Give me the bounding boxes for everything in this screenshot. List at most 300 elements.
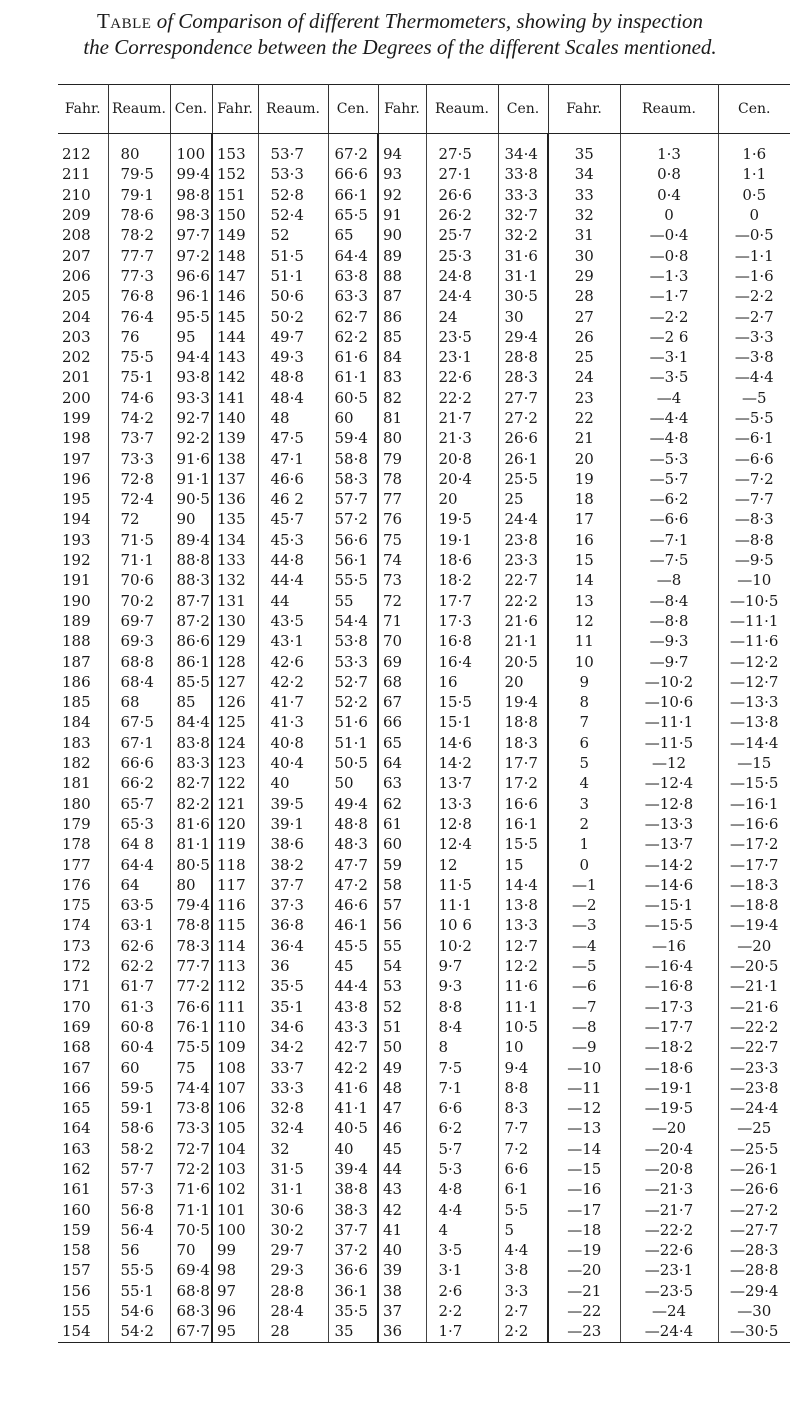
- table-cell: 143: [212, 347, 258, 367]
- table-cell: —21·7: [620, 1199, 718, 1219]
- table-row: [58, 794, 790, 814]
- table-row: [58, 225, 790, 245]
- table-cell: 137: [212, 469, 258, 489]
- table-cell: 16·4: [426, 651, 498, 671]
- table-cell: —20·8: [620, 1159, 718, 1179]
- table-cell: 167: [58, 1057, 108, 1077]
- table-cell: —10·2: [620, 672, 718, 692]
- table-cell: 82: [378, 388, 426, 408]
- table-row: [58, 1057, 790, 1077]
- table-cell: —25·5: [730, 1139, 779, 1158]
- table-cell: 70·6: [108, 570, 170, 590]
- table-cell: —22·6: [620, 1240, 718, 1260]
- table-cell: —7·2: [734, 469, 774, 488]
- table-cell: 79: [378, 448, 426, 468]
- table-cell: 49·4: [328, 794, 378, 814]
- table-row: [58, 205, 790, 225]
- table-cell: 150: [212, 205, 258, 225]
- table-cell: 2: [548, 814, 620, 834]
- table-cell: 64: [378, 753, 426, 773]
- table-cell: 14·6: [426, 733, 498, 753]
- table-cell: 156: [58, 1281, 108, 1301]
- table-cell: —6·1: [734, 429, 774, 448]
- table-cell: 31·1: [498, 266, 548, 286]
- table-cell: 87·2: [170, 611, 212, 631]
- table-cell: 4: [548, 773, 620, 793]
- table-cell: —13·3: [620, 814, 718, 834]
- table-cell: —17: [548, 1199, 620, 1219]
- table-cell: 86·6: [170, 631, 212, 651]
- table-cell: 87·7: [170, 591, 212, 611]
- table-cell: 28·8: [258, 1281, 328, 1301]
- table-cell: 163: [58, 1139, 108, 1159]
- table-cell: 77·7: [108, 245, 170, 265]
- table-cell: 25: [498, 489, 548, 509]
- table-cell: 74·2: [108, 408, 170, 428]
- table-cell: 67·1: [108, 733, 170, 753]
- table-cell: 40: [378, 1240, 426, 1260]
- table-cell: —3·5: [620, 367, 718, 387]
- table-cell: 188: [58, 631, 108, 651]
- table-cell: 60: [378, 834, 426, 854]
- table-cell: 1: [548, 834, 620, 854]
- table-cell: —11·6: [730, 632, 779, 651]
- table-cell: 104: [212, 1139, 258, 1159]
- table-cell: 21·1: [498, 631, 548, 651]
- table-cell: 194: [58, 509, 108, 529]
- table-cell: 74·4: [170, 1078, 212, 1098]
- table-cell: 90: [378, 225, 426, 245]
- table-cell: —13: [548, 1118, 620, 1138]
- table-cell: 55·5: [108, 1260, 170, 1280]
- table-cell: 18·2: [426, 570, 498, 590]
- table-cell: 76·4: [108, 306, 170, 326]
- table-cell: 29·7: [258, 1240, 328, 1260]
- table-cell: 19: [548, 469, 620, 489]
- table-cell: 33·7: [258, 1057, 328, 1077]
- table-cell: 198: [58, 428, 108, 448]
- header-cell: Fahr.: [212, 85, 258, 134]
- table-cell: 134: [212, 530, 258, 550]
- table-cell: 6·1: [498, 1179, 548, 1199]
- table-cell: 24: [548, 367, 620, 387]
- table-cell: —21·6: [730, 997, 779, 1016]
- table-cell: 59·5: [108, 1078, 170, 1098]
- table-cell: 146: [212, 286, 258, 306]
- table-cell: 34: [548, 164, 620, 184]
- table-cell: 119: [212, 834, 258, 854]
- table-cell: 27·7: [498, 388, 548, 408]
- table-cell: 72·8: [108, 469, 170, 489]
- table-cell: 148: [212, 245, 258, 265]
- table-cell: 18·6: [426, 550, 498, 570]
- table-cell: —28·3: [730, 1241, 779, 1260]
- table-cell: 100: [212, 1220, 258, 1240]
- table-row: [58, 1260, 790, 1280]
- table-cell: —21: [548, 1281, 620, 1301]
- table-row: [58, 854, 790, 874]
- title-text-1: of Comparison of different Thermometers, showing by inspection: [151, 9, 704, 33]
- table-cell: 92·7: [170, 408, 212, 428]
- table-cell: 63·1: [108, 915, 170, 935]
- table-cell: 91·6: [170, 448, 212, 468]
- table-cell: 55·1: [108, 1281, 170, 1301]
- table-cell: 168: [58, 1037, 108, 1057]
- table-cell: —24·4: [730, 1099, 779, 1118]
- table-cell: 79·1: [108, 185, 170, 205]
- table-cell: 76·8: [108, 286, 170, 306]
- table-cell: 5·3: [426, 1159, 498, 1179]
- table-cell: 37·3: [258, 895, 328, 915]
- header-cell: Cen.: [718, 85, 790, 134]
- table-cell: —17·2: [730, 835, 779, 854]
- table-cell: —13·8: [730, 713, 779, 732]
- table-cell: 32: [258, 1139, 328, 1159]
- table-cell: 36·6: [328, 1260, 378, 1280]
- table-cell: 61·3: [108, 996, 170, 1016]
- table-cell: 61·6: [328, 347, 378, 367]
- table-cell: 84: [378, 347, 426, 367]
- table-cell: 59·4: [328, 428, 378, 448]
- table-cell: 41·6: [328, 1078, 378, 1098]
- table-cell: 161: [58, 1179, 108, 1199]
- table-cell: 114: [212, 936, 258, 956]
- table-cell: 87: [378, 286, 426, 306]
- table-cell: 212: [58, 134, 108, 165]
- table-cell: 86·1: [170, 651, 212, 671]
- table-row: [58, 185, 790, 205]
- table-cell: 76·6: [170, 996, 212, 1016]
- table-cell: 6·6: [426, 1098, 498, 1118]
- table-cell: —8·8: [734, 530, 774, 549]
- table-cell: 105: [212, 1118, 258, 1138]
- table-cell: 15·1: [426, 712, 498, 732]
- table-cell: 38·8: [328, 1179, 378, 1199]
- table-cell: 54·4: [328, 611, 378, 631]
- table-cell: 61·1: [328, 367, 378, 387]
- table-cell: 16·6: [498, 794, 548, 814]
- table-cell: 50: [378, 1037, 426, 1057]
- table-row: [58, 996, 790, 1016]
- table-cell: —18·2: [620, 1037, 718, 1057]
- table-cell: 183: [58, 733, 108, 753]
- table-cell: 170: [58, 996, 108, 1016]
- table-cell: 23·3: [498, 550, 548, 570]
- table-cell: 91·1: [170, 469, 212, 489]
- table-row: [58, 134, 790, 165]
- table-cell: 69·7: [108, 611, 170, 631]
- table-cell: 10: [498, 1037, 548, 1057]
- table-cell: 99: [212, 1240, 258, 1260]
- table-cell: 58·8: [328, 448, 378, 468]
- header-cell: Fahr.: [378, 85, 426, 134]
- table-cell: 112: [212, 976, 258, 996]
- table-cell: 83·8: [170, 733, 212, 753]
- table-cell: 22·6: [426, 367, 498, 387]
- table-cell: 189: [58, 611, 108, 631]
- table-cell: —14·2: [620, 854, 718, 874]
- table-cell: 71·1: [108, 550, 170, 570]
- table-cell: 117: [212, 875, 258, 895]
- table-cell: 72: [378, 591, 426, 611]
- table-cell: 81·6: [170, 814, 212, 834]
- table-cell: 124: [212, 733, 258, 753]
- table-cell: —16·4: [620, 956, 718, 976]
- header-cell: Cen.: [498, 85, 548, 134]
- table-cell: 76: [108, 327, 170, 347]
- table-cell: 126: [212, 692, 258, 712]
- table-cell: 43·8: [328, 996, 378, 1016]
- table-cell: —8·8: [620, 611, 718, 631]
- table-cell: 27·1: [426, 164, 498, 184]
- table-cell: 77·7: [170, 956, 212, 976]
- table-cell: —19·1: [620, 1078, 718, 1098]
- table-row: [58, 266, 790, 286]
- table-cell: —16·6: [730, 814, 779, 833]
- table-cell: —19: [548, 1240, 620, 1260]
- table-cell: 60·8: [108, 1017, 170, 1037]
- table-cell: 73·8: [170, 1098, 212, 1118]
- table-cell: —2·2: [734, 287, 774, 306]
- table-cell: 88·8: [170, 550, 212, 570]
- table-cell: 45: [378, 1139, 426, 1159]
- table-cell: 9: [548, 672, 620, 692]
- table-cell: 83: [378, 367, 426, 387]
- table-cell: 109: [212, 1037, 258, 1057]
- table-cell: 24·4: [498, 509, 548, 529]
- table-cell: 60·5: [328, 388, 378, 408]
- table-cell: 13·7: [426, 773, 498, 793]
- table-cell: 48·3: [328, 834, 378, 854]
- table-cell: 72·4: [108, 489, 170, 509]
- table-cell: 5·5: [498, 1199, 548, 1219]
- table-cell: 21·3: [426, 428, 498, 448]
- table-cell: 40: [328, 1139, 378, 1159]
- table-cell: —15: [548, 1159, 620, 1179]
- table-cell: 79·4: [170, 895, 212, 915]
- table-row: [58, 712, 790, 732]
- table-cell: 17·2: [498, 773, 548, 793]
- table-cell: —2·7: [734, 307, 774, 326]
- table-cell: 78·8: [170, 915, 212, 935]
- table-cell: 13·3: [426, 794, 498, 814]
- table-cell: 88: [378, 266, 426, 286]
- table-cell: 135: [212, 509, 258, 529]
- table-cell: 125: [212, 712, 258, 732]
- table-cell: 122: [212, 773, 258, 793]
- table-cell: 2·2: [498, 1321, 548, 1342]
- table-cell: 62·2: [108, 956, 170, 976]
- table-cell: 20·5: [498, 651, 548, 671]
- table-cell: 131: [212, 591, 258, 611]
- table-cell: 38·6: [258, 834, 328, 854]
- table-cell: 56: [378, 915, 426, 935]
- table-cell: 72·2: [170, 1159, 212, 1179]
- table-cell: 29: [548, 266, 620, 286]
- table-cell: 0: [620, 205, 718, 225]
- table-cell: 52·4: [258, 205, 328, 225]
- table-cell: 2·7: [498, 1301, 548, 1321]
- table-cell: 46·6: [328, 895, 378, 915]
- table-cell: 85·5: [170, 672, 212, 692]
- table-cell: —29·4: [730, 1281, 779, 1300]
- table-cell: 66·6: [108, 753, 170, 773]
- table-cell: —24: [620, 1301, 718, 1321]
- table-cell: 7·5: [426, 1057, 498, 1077]
- table-cell: 61·7: [108, 976, 170, 996]
- table-row: [58, 1240, 790, 1260]
- table-cell: —9·5: [734, 551, 774, 570]
- table-cell: —22: [548, 1301, 620, 1321]
- table-cell: 1·1: [742, 165, 767, 184]
- table-cell: 72·7: [170, 1139, 212, 1159]
- table-cell: 12·2: [498, 956, 548, 976]
- table-cell: 31·5: [258, 1159, 328, 1179]
- table-cell: 200: [58, 388, 108, 408]
- table-cell: —10·5: [730, 591, 779, 610]
- table-cell: 103: [212, 1159, 258, 1179]
- table-cell: 181: [58, 773, 108, 793]
- table-cell: 78·2: [108, 225, 170, 245]
- table-cell: 38: [378, 1281, 426, 1301]
- table-cell: 52·2: [328, 692, 378, 712]
- table-cell: 46 2: [258, 489, 328, 509]
- table-row: [58, 1037, 790, 1057]
- table-cell: 86: [378, 306, 426, 326]
- table-row: [58, 530, 790, 550]
- table-cell: —10: [737, 571, 772, 590]
- table-cell: 17: [548, 509, 620, 529]
- table-cell: 29·4: [498, 327, 548, 347]
- table-cell: 23·8: [498, 530, 548, 550]
- table-cell: 67·7: [170, 1321, 212, 1342]
- table-cell: 41·1: [328, 1098, 378, 1118]
- table-cell: —1·6: [734, 266, 774, 285]
- title-line-2: the Correspondence between the Degrees of the different Scales mentioned.: [83, 35, 717, 59]
- table-cell: —24·4: [620, 1321, 718, 1342]
- table-cell: —11·5: [620, 733, 718, 753]
- table-cell: 177: [58, 854, 108, 874]
- table-cell: 199: [58, 408, 108, 428]
- table-cell: 18·3: [498, 733, 548, 753]
- table-cell: 70: [170, 1240, 212, 1260]
- table-cell: 20·8: [426, 448, 498, 468]
- table-cell: 32: [548, 205, 620, 225]
- table-cell: 55: [328, 591, 378, 611]
- table-cell: 35·1: [258, 996, 328, 1016]
- table-cell: 95: [170, 327, 212, 347]
- table-cell: 127: [212, 672, 258, 692]
- table-cell: 82·7: [170, 773, 212, 793]
- table-cell: —12: [548, 1098, 620, 1118]
- table-cell: 147: [212, 266, 258, 286]
- table-cell: 49·7: [258, 327, 328, 347]
- table-cell: —9: [548, 1037, 620, 1057]
- table-cell: 56·6: [328, 530, 378, 550]
- table-cell: 42·2: [258, 672, 328, 692]
- table-cell: 52: [258, 225, 328, 245]
- table-cell: 191: [58, 570, 108, 590]
- table-cell: 17·7: [426, 591, 498, 611]
- table-cell: —1·7: [620, 286, 718, 306]
- table-cell: 25: [548, 347, 620, 367]
- table-cell: —21·3: [620, 1179, 718, 1199]
- table-cell: 48: [258, 408, 328, 428]
- table-cell: —5: [548, 956, 620, 976]
- table-cell: —13·3: [730, 693, 779, 712]
- table-cell: 57·7: [328, 489, 378, 509]
- table-cell: —5·3: [620, 448, 718, 468]
- table-cell: 17·3: [426, 611, 498, 631]
- table-cell: 19·5: [426, 509, 498, 529]
- table-cell: 4·4: [426, 1199, 498, 1219]
- table-cell: 32·8: [258, 1098, 328, 1118]
- table-cell: 15·5: [498, 834, 548, 854]
- table-cell: 95: [212, 1321, 258, 1342]
- table-cell: 71·1: [170, 1199, 212, 1219]
- table-cell: —11·1: [620, 712, 718, 732]
- comparison-table: [58, 84, 790, 1343]
- table-cell: 40: [258, 773, 328, 793]
- table-row: [58, 1281, 790, 1301]
- table-cell: 60: [108, 1057, 170, 1077]
- table-cell: —0·5: [734, 226, 774, 245]
- table-cell: 45·3: [258, 530, 328, 550]
- table-cell: 22·2: [426, 388, 498, 408]
- table-cell: 37: [378, 1301, 426, 1321]
- table-cell: 54: [378, 956, 426, 976]
- table-cell: 97: [212, 1281, 258, 1301]
- table-cell: —3·1: [620, 347, 718, 367]
- table-cell: 45: [328, 956, 378, 976]
- table-cell: 51: [378, 1017, 426, 1037]
- table-cell: 5·7: [426, 1139, 498, 1159]
- table-cell: 51·5: [258, 245, 328, 265]
- table-cell: 98: [212, 1260, 258, 1280]
- table-cell: 152: [212, 164, 258, 184]
- table-cell: 19·1: [426, 530, 498, 550]
- table-cell: 78·3: [170, 936, 212, 956]
- table-cell: 8: [548, 692, 620, 712]
- table-cell: 13: [548, 591, 620, 611]
- table-cell: 178: [58, 834, 108, 854]
- table-cell: 80: [170, 875, 212, 895]
- table-cell: —3: [548, 915, 620, 935]
- table-cell: 3·8: [498, 1260, 548, 1280]
- table-row: [58, 570, 790, 590]
- table-cell: 11: [548, 631, 620, 651]
- table-cell: 52·7: [328, 672, 378, 692]
- table-cell: —12: [620, 753, 718, 773]
- table-cell: 108: [212, 1057, 258, 1077]
- table-cell: 174: [58, 915, 108, 935]
- table-cell: 37·7: [328, 1220, 378, 1240]
- table-cell: 10 6: [426, 915, 498, 935]
- table-cell: 182: [58, 753, 108, 773]
- table-cell: —2 6: [620, 327, 718, 347]
- table-cell: 1·3: [620, 134, 718, 165]
- table-cell: 63: [378, 773, 426, 793]
- table-cell: 9·7: [426, 956, 498, 976]
- table-cell: 64 8: [108, 834, 170, 854]
- table-cell: —15·5: [730, 774, 779, 793]
- table-cell: 8·8: [426, 996, 498, 1016]
- table-cell: 7·2: [498, 1139, 548, 1159]
- table-cell: 31: [548, 225, 620, 245]
- table-cell: 60: [328, 408, 378, 428]
- table-cell: 93·8: [170, 367, 212, 387]
- table-cell: 48·8: [258, 367, 328, 387]
